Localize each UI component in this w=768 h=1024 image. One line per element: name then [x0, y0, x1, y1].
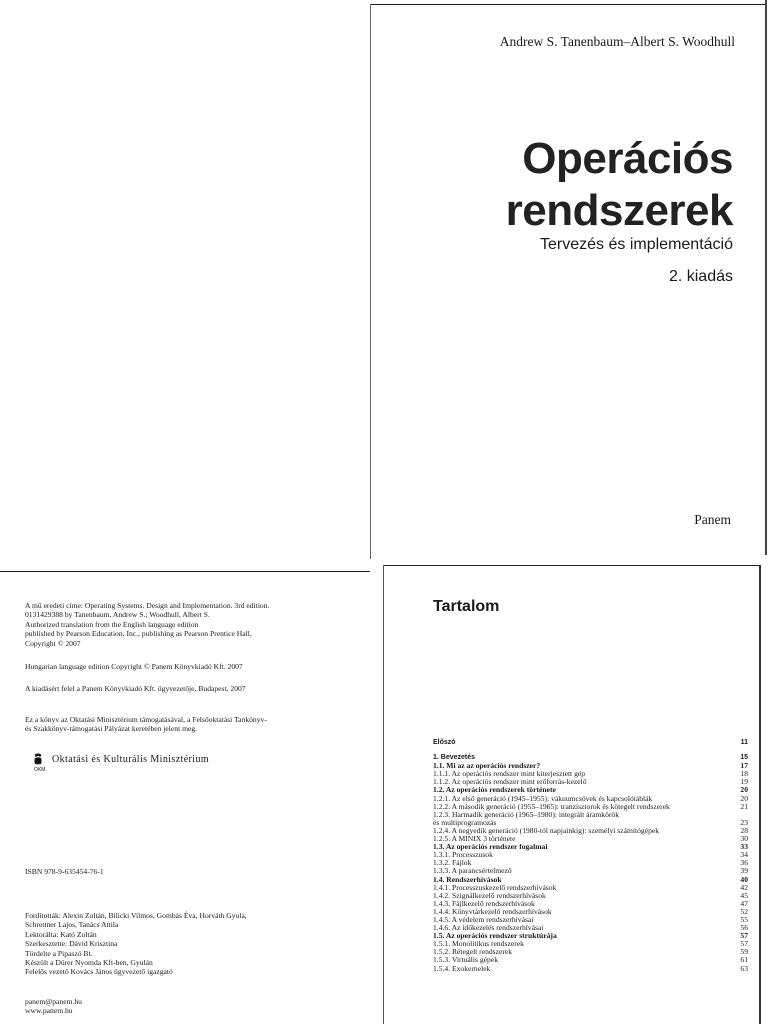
toc-entry-title: 1.2.5. A MINIX 3 története: [433, 834, 516, 844]
toc-entry-title: 1.5. Az operációs rendszer struktúrája: [433, 931, 557, 941]
imprint-line: A kiadásért felel a Panem Könyvkiadó Kft. ügyvezetője, Budapest, 2007: [25, 684, 246, 693]
isbn: [25, 867, 345, 876]
imprint-line: published by Pearson Education, Inc., publishing as Pearson Prentice Hall,: [25, 629, 252, 639]
toc-entry-title: 1.2.2. A második generáció (1955–1965): tranzisztorok és kötegelt rendszerek: [433, 801, 670, 811]
toc-entry-title: 1.2.1. Az első generáció (1945–1955): vákuumcsövek és kapcsolótáblák: [433, 793, 653, 803]
spread-divider: [0, 571, 370, 572]
toc-entry-page: 34: [740, 850, 748, 860]
toc-entry-page: 57: [740, 931, 748, 941]
credits-block: [25, 911, 345, 977]
toc-entry-title: 1.4.2. Szignálkezelő rendszerhívások: [433, 890, 546, 900]
imprint-line: Szerkesztette: Dávid Krisztina: [25, 939, 118, 949]
toc-entry-title: 1.5.1. Monolitikus rendszerek: [433, 939, 524, 949]
responsible-publisher: [25, 684, 345, 693]
toc-entry-title: 1.2. Az operációs rendszerek története: [433, 785, 556, 795]
imprint-line: Felelős vezető Kovács János ügyvezető igazgató: [25, 967, 173, 977]
ministry-abbr: OKM: [34, 767, 46, 773]
toc-entry-page: 36: [740, 858, 748, 868]
page-edge-left: [370, 4, 371, 559]
imprint-line: Lektorálta: Kató Zoltán: [25, 929, 97, 939]
toc-entry-page: 23: [740, 817, 748, 827]
toc-entry-page: 18: [740, 769, 748, 779]
toc-entry: [433, 965, 748, 973]
toc-entry-title: 1.4.3. Fájlkezelő rendszerhívások: [433, 898, 535, 908]
imprint-line: Készült a Dürer Nyomda Kft-ben, Gyulán: [25, 958, 153, 968]
book-subtitle: Tervezés és implementáció: [540, 236, 733, 253]
toc-entry-page: 11: [740, 739, 748, 746]
toc-entry-title: 1.5.4. Exokernelek: [433, 963, 491, 973]
toc-entry-title: 1.5.2. Rétegelt rendszerek: [433, 947, 513, 957]
toc-entry-title: 1.4.6. Az időkezelés rendszerhívásai: [433, 923, 544, 933]
toc-entry-title: és multiprogramozás: [433, 817, 497, 827]
original-title-block: [25, 601, 345, 648]
toc-entry-page: 19: [740, 777, 748, 787]
imprint-line: Fordították: Alexin Zoltán, Bilicki Vilmos, Gombás Éva, Horváth Gyula,: [25, 911, 247, 920]
toc-list: [433, 739, 748, 973]
toc-entry-title: 1.3.2. Fájlok: [433, 858, 472, 868]
imprint-line: www.panem.hu: [25, 1006, 73, 1016]
toc-title: Tartalom: [433, 598, 500, 615]
toc-entry-page: 61: [740, 955, 748, 965]
imprint-line: Hungarian language edition Copyright © Panem Könyvkiadó Kft. 2007: [25, 662, 243, 671]
toc-entry-title: 1.2.4. A negyedik generáció (1980-tól napjainkig): személyi számítógépek: [433, 825, 660, 835]
toc-page-edge-top: [384, 565, 759, 566]
toc-entry-title: 1.4.4. Könyvtárkezelő rendszerhívások: [433, 906, 552, 916]
contact-block: [25, 997, 345, 1016]
imprint-line: Copyright © 2007: [25, 638, 81, 648]
imprint-line: A mű eredeti címe: Operating Systems. Design and Implementation. 3rd edition.: [25, 601, 270, 610]
imprint-line: Schrettner Lajos, Tanács Attila: [25, 920, 119, 930]
toc-entry-page: 20: [740, 793, 748, 803]
toc-entry-title: Előszó: [433, 739, 456, 746]
imprint-line: Ez a könyv az Oktatási Minisztérium támogatásával, a Felsőoktatási Tankönyv-: [25, 715, 267, 724]
toc-entry-page: 63: [740, 963, 748, 973]
toc-entry-page: 59: [740, 947, 748, 957]
edition-label: 2. kiadás: [668, 268, 733, 285]
toc-entry-title: 1.1. Mi az az operációs rendszer?: [433, 761, 541, 771]
imprint-line: Tördelte a Pipaszó Bt.: [25, 948, 93, 958]
toc-page-edge-right: [759, 565, 761, 1024]
imprint-line: 0131429388 by Tanenbaum, Andrew S.; Woodhull, Albert S.: [25, 610, 210, 620]
toc-entry-page: 33: [740, 842, 748, 852]
imprint-line: ISBN 978-9-635454-76-1: [25, 867, 104, 876]
toc-entry-page: 42: [740, 882, 748, 892]
toc-entry-title: 1.3.1. Processzusok: [433, 850, 493, 860]
page-edge-top: [371, 4, 765, 5]
toc-entry-title: 1.4. Rendszerhívások: [433, 874, 502, 884]
toc-entry-page: 55: [740, 914, 748, 924]
toc-entry-page: 30: [740, 834, 748, 844]
toc-entry-page: 52: [740, 906, 748, 916]
page-edge-right: [765, 0, 767, 555]
hungarian-copyright: [25, 662, 345, 671]
toc-entry-title: 1.3. Az operációs rendszer fogalmai: [433, 842, 548, 852]
toc-entry-page: 45: [740, 890, 748, 900]
okm-crest-icon: [30, 753, 46, 767]
toc-entry-page: 40: [740, 874, 748, 884]
support-note: [25, 715, 345, 734]
toc-page-edge-left: [383, 565, 384, 1024]
imprint-line: és Szakkönyv-támogatási Pályázat keretében jelent meg.: [25, 724, 198, 734]
toc-entry: [433, 739, 748, 747]
book-title-line1: Operációs: [522, 134, 733, 183]
toc-entry-title: 1.1.2. Az operációs rendszer mint erőforrás-kezelő: [433, 777, 587, 787]
toc-entry-page: 28: [740, 825, 748, 835]
toc-entry-page: 20: [740, 785, 748, 795]
imprint-line: panem@panem.hu: [25, 997, 82, 1006]
toc-entry: [433, 851, 748, 859]
authors: Andrew S. Tanenbaum–Albert S. Woodhull: [499, 34, 735, 49]
toc-entry-title: 1.4.1. Processzuskezelő rendszerhívások: [433, 882, 557, 892]
toc-entry-title: 1.5.3. Virtuális gépek: [433, 955, 498, 965]
toc-entry-title: 1.3.3. A parancsértelmező: [433, 866, 512, 876]
toc-entry-page: 17: [740, 761, 748, 771]
toc-entry-page: 39: [740, 866, 748, 876]
toc-entry-title: 1.2.3. Harmadik generáció (1965–1980): integrált áramkörök: [433, 809, 619, 819]
toc-entry-title: 1.4.5. A védelem rendszerhívásai: [433, 914, 534, 924]
toc-entry-page: 15: [740, 754, 748, 762]
ministry-name: Oktatási és Kulturális Minisztérium: [52, 754, 210, 765]
toc-entry-page: 21: [740, 801, 748, 811]
imprint-line: Authorized translation from the English language edition: [25, 619, 199, 629]
toc-entry-title: 1.1.1. Az operációs rendszer mint kiterjesztett gép: [433, 769, 586, 779]
toc-entry-page: 47: [740, 898, 748, 908]
publisher-name: Panem: [694, 512, 731, 527]
toc-entry-title: 1. Bevezetés: [433, 754, 476, 762]
book-title-line2: rendszerek: [505, 186, 733, 235]
toc-entry-page: 57: [740, 939, 748, 949]
toc-entry-page: 56: [740, 923, 748, 933]
